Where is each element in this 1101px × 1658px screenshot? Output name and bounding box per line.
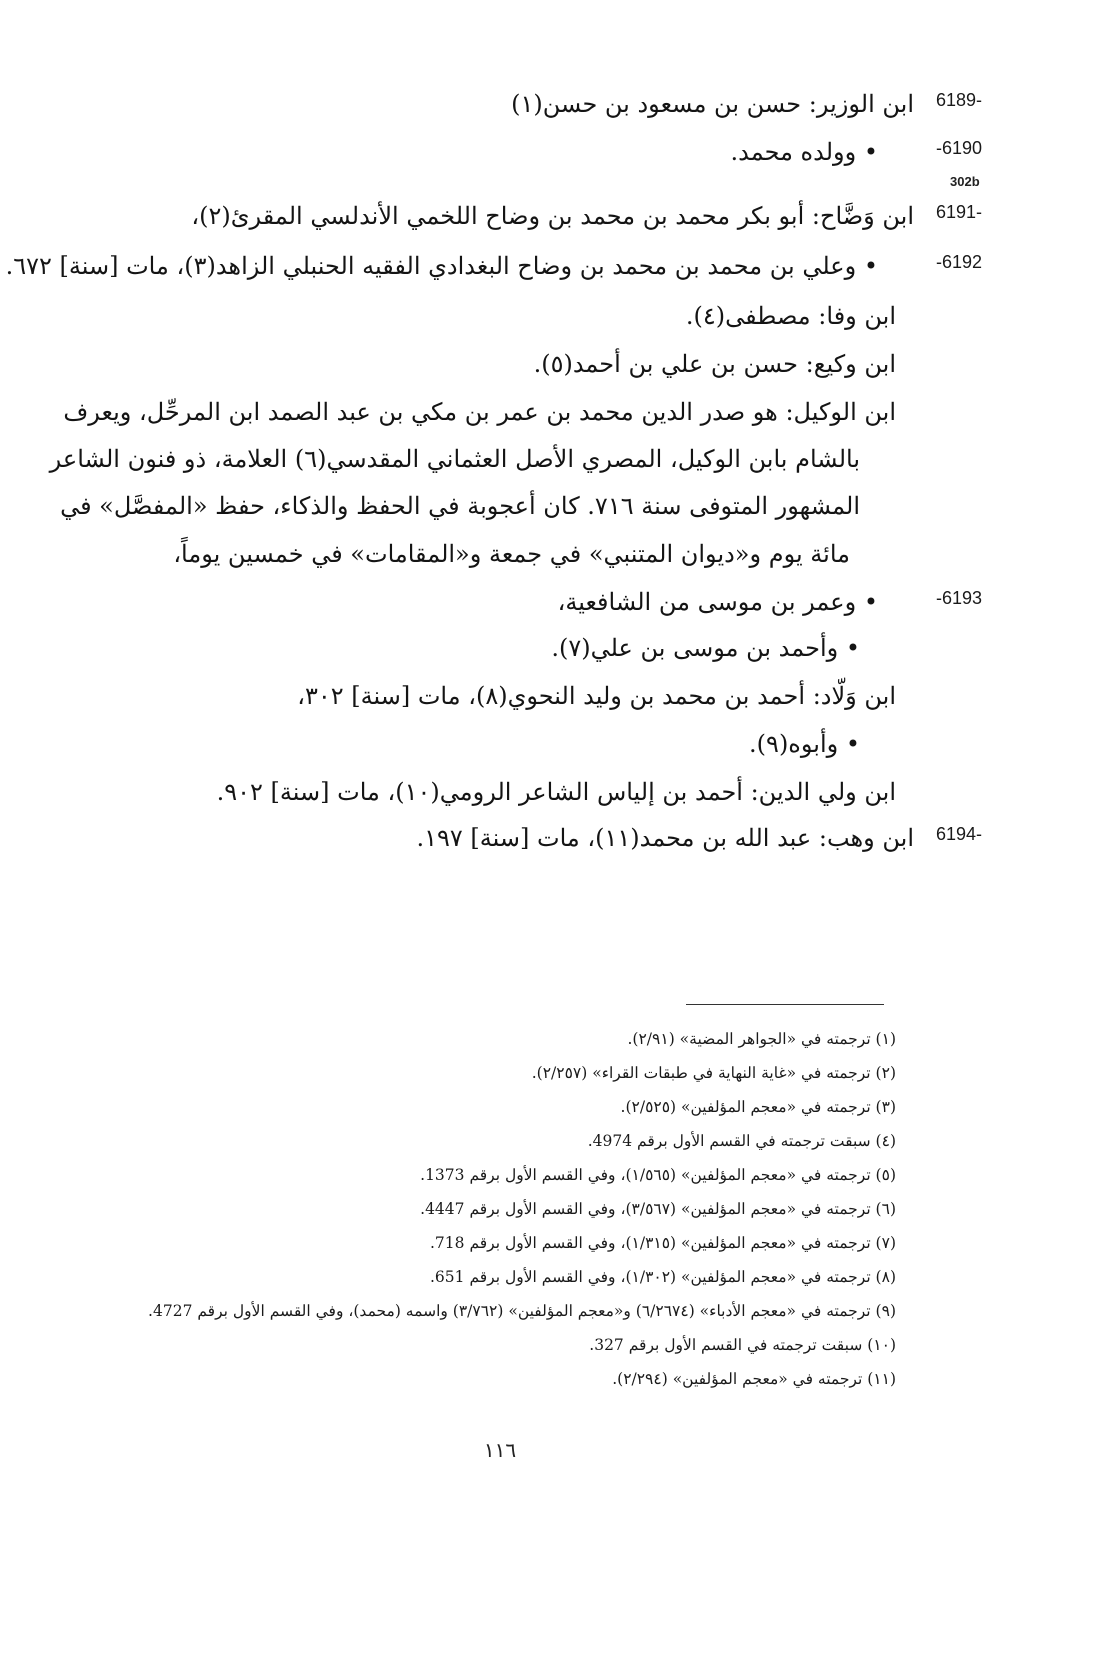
entry-6190 xyxy=(90,130,982,174)
entry-number: 6194- xyxy=(935,824,982,844)
entry-6192 xyxy=(5,244,982,288)
entry-text: ابن الوزير: حسن بن مسعود بن حسن(١) xyxy=(511,90,914,118)
entry-text: • وعلي بن محمد بن محمد بن وضاح البغدادي الفقيه الحنبلي الزاهد(٣)، مات [سنة] ٦٧٢. xyxy=(5,252,878,280)
footnote-2: (٢) ترجمته في «غاية النهاية في طبقات القراء» (٢/٢٥٧). xyxy=(531,1064,896,1082)
entry-number: -6190 xyxy=(935,138,982,158)
entry-number: -6192 xyxy=(935,252,982,272)
entry-wa-abuhu: • وأبوه(٩). xyxy=(749,730,860,758)
entry-text: • وعمر بن موسى من الشافعية، xyxy=(557,588,878,616)
entry-ibn-alwakeel-line-2: بالشام بابن الوكيل، المصري الأصل العثماني المقدسي(٦) العلامة، ذو فنون الشاعر xyxy=(49,445,860,473)
footnote-1: (١) ترجمته في «الجواهر المضية» (٢/٩١). xyxy=(627,1030,896,1048)
footnote-8: (٨) ترجمته في «معجم المؤلفين» (١/٣٠٢)، وفي القسم الأول برقم 651. xyxy=(429,1268,896,1286)
entry-6194 xyxy=(90,816,982,860)
page-number: ١١٦ xyxy=(483,1438,517,1462)
footnote-5: (٥) ترجمته في «معجم المؤلفين» (١/٥٦٥)، وفي القسم الأول برقم 1373. xyxy=(420,1166,896,1184)
footnote-separator xyxy=(686,1004,884,1005)
entry-text: • وولده محمد. xyxy=(730,138,878,166)
entry-ibn-alwakeel-line-3: المشهور المتوفى سنة ٧١٦. كان أعجوبة في الحفظ والذكاء، حفظ «المفصَّل» في xyxy=(60,492,860,520)
footnote-3: (٣) ترجمته في «معجم المؤلفين» (٢/٥٢٥). xyxy=(620,1098,896,1116)
footnote-10: (١٠) سبقت ترجمته في القسم الأول برقم 327. xyxy=(589,1336,896,1354)
footnote-11: (١١) ترجمته في «معجم المؤلفين» (٢/٢٩٤). xyxy=(612,1370,896,1388)
entry-number: 6189- xyxy=(935,90,982,110)
footnote-4: (٤) سبقت ترجمته في القسم الأول برقم 4974. xyxy=(587,1132,896,1150)
footnote-7: (٧) ترجمته في «معجم المؤلفين» (١/٣١٥)، وفي القسم الأول برقم 718. xyxy=(429,1234,896,1252)
entry-ibn-wallad: ابن وَلّاد: أحمد بن محمد بن وليد النحوي(٨)، مات [سنة] ٣٠٢، xyxy=(297,682,896,710)
footnote-9: (٩) ترجمته في «معجم الأدباء» (٦/٢٦٧٤) و«معجم المؤلفين» (٣/٧٦٢) واسمه (محمد)، وفي القسم الأول برقم 4727. xyxy=(148,1302,896,1320)
entry-text: ابن وَضَّاح: أبو بكر محمد بن محمد بن وضاح اللخمي الأندلسي المقرئ(٢)، xyxy=(191,202,914,230)
entry-ibn-wafa: ابن وفا: مصطفى(٤). xyxy=(685,302,896,330)
entry-ibn-alwakeel-line-1: ابن الوكيل: هو صدر الدين محمد بن عمر بن مكي بن عبد الصمد ابن المرحِّل، ويعرف xyxy=(63,398,896,426)
entry-ahmad-bin-musa: • وأحمد بن موسى بن علي(٧). xyxy=(551,634,860,662)
manuscript-folio-marker: 302b xyxy=(950,174,980,189)
entry-ibn-wakee: ابن وكيع: حسن بن علي بن أحمد(٥). xyxy=(533,350,896,378)
entry-ibn-waliyuddin: ابن ولي الدين: أحمد بن إلياس الشاعر الرومي(١٠)، مات [سنة] ٩٠٢. xyxy=(216,778,896,806)
entry-text: ابن وهب: عبد الله بن محمد(١١)، مات [سنة] ١٩٧. xyxy=(416,824,914,852)
entry-6189 xyxy=(90,82,982,126)
entry-number: -6193 xyxy=(935,588,982,608)
entry-6191 xyxy=(90,194,982,238)
entry-ibn-alwakeel-line-4: مائة يوم و«ديوان المتنبي» في جمعة و«المقامات» في خمسين يوماً، xyxy=(173,540,850,568)
entry-6193 xyxy=(90,580,982,624)
entry-number: 6191- xyxy=(935,202,982,222)
footnote-6: (٦) ترجمته في «معجم المؤلفين» (٣/٥٦٧)، وفي القسم الأول برقم 4447. xyxy=(420,1200,896,1218)
